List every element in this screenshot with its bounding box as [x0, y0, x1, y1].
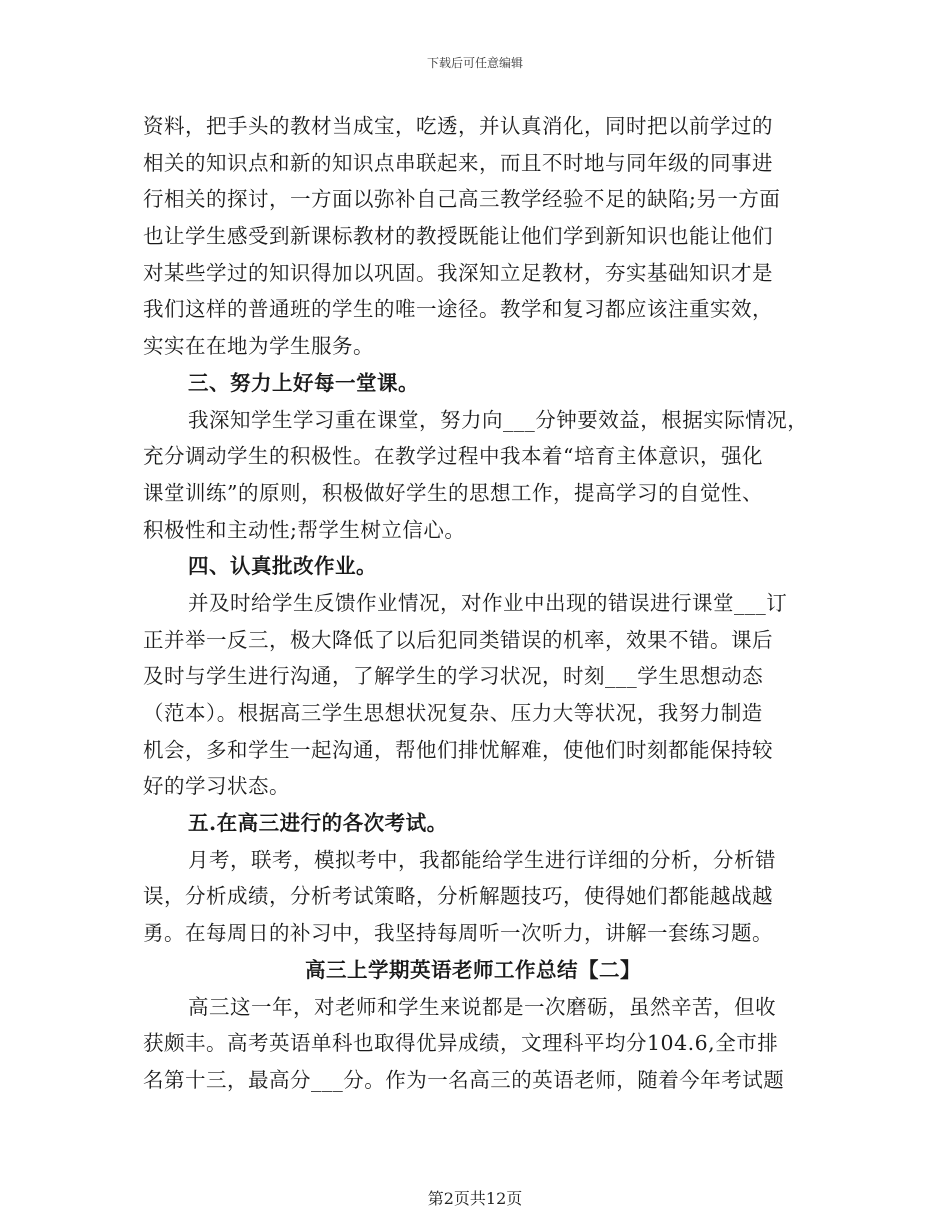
body-line: 对某些学过的知识得加以巩固。我深知立足教材，夯实基础知识才是 — [143, 260, 773, 285]
page-header: 下载后可任意编辑 — [426, 56, 523, 70]
body-line: 好的学习状态。 — [143, 774, 290, 799]
body-line: 资料，把手头的教材当成宝，吃透，并认真消化，同时把以前学过的 — [143, 114, 773, 138]
body-line: 我深知学生学习重在课堂，努力向___分钟要效益，根据实际情况， — [188, 407, 809, 432]
page-footer: 第2页共12页 — [427, 1189, 523, 1208]
body-line: 也让学生感受到新课标教材的教授既能让他们学到新知识也能让他们 — [143, 224, 773, 249]
body-line: 正并举一反三，极大降低了以后犯同类错误的机率，效果不错。课后 — [143, 627, 773, 652]
body-line: 月考，联考，模拟考中，我都能给学生进行详细的分析，分析错 — [188, 847, 776, 872]
section-heading: 四、认真批改作业。 — [188, 554, 377, 579]
body-line: 相关的知识点和新的知识点串联起来，而且不时地与同年级的同事进 — [143, 150, 773, 175]
body-line: 勇。在每周日的补习中，我坚持每周听一次听力，讲解一套练习题。 — [143, 921, 773, 946]
document-title: 高三上学期英语老师工作总结【二】 — [305, 957, 641, 982]
body-line: 行相关的探讨，一方面以弥补自己高三教学经验不足的缺陷;另一方面 — [143, 187, 781, 212]
body-line: 误，分析成绩，分析考试策略，分析解题技巧，使得她们都能越战越 — [143, 884, 773, 909]
body-line: 实实在在地为学生服务。 — [143, 334, 374, 359]
body-line: 积极性和主动性;帮学生树立信心。 — [143, 517, 466, 542]
section-heading: 三、努力上好每一堂课。 — [188, 370, 419, 395]
body-line: 获颇丰。高考英语单科也取得优异成绩，文理科平均分104.6,全市排 — [143, 1031, 779, 1056]
body-line: （范本）。根据高三学生思想状况复杂、压力大等状况，我努力制造 — [143, 701, 763, 725]
body-line: 并及时给学生反馈作业情况，对作业中出现的错误进行课堂___订 — [188, 590, 788, 615]
body-line: 机会，多和学生一起沟通，帮他们排忧解难，使他们时刻都能保持较 — [143, 737, 773, 762]
body-line: 我们这样的普通班的学生的唯一途径。教学和复习都应该注重实效， — [143, 297, 773, 322]
document-body — [143, 108, 823, 1099]
body-line: 名第十三，最高分___分。作为一名高三的英语老师，随着今年考试题 — [143, 1067, 785, 1092]
section-heading: 五.在高三进行的各次考试。 — [188, 811, 448, 836]
body-line: 及时与学生进行沟通，了解学生的学习状况，时刻___学生思想动态 — [143, 664, 764, 689]
body-line: 课堂训练”的原则，积极做好学生的思想工作，提高学习的自觉性、 — [143, 480, 763, 505]
body-line: 高三这一年，对老师和学生来说都是一次磨砺，虽然辛苦，但收 — [188, 994, 776, 1019]
body-line: 充分调动学生的积极性。在教学过程中我本着“培育主体意识，强化 — [143, 444, 763, 469]
